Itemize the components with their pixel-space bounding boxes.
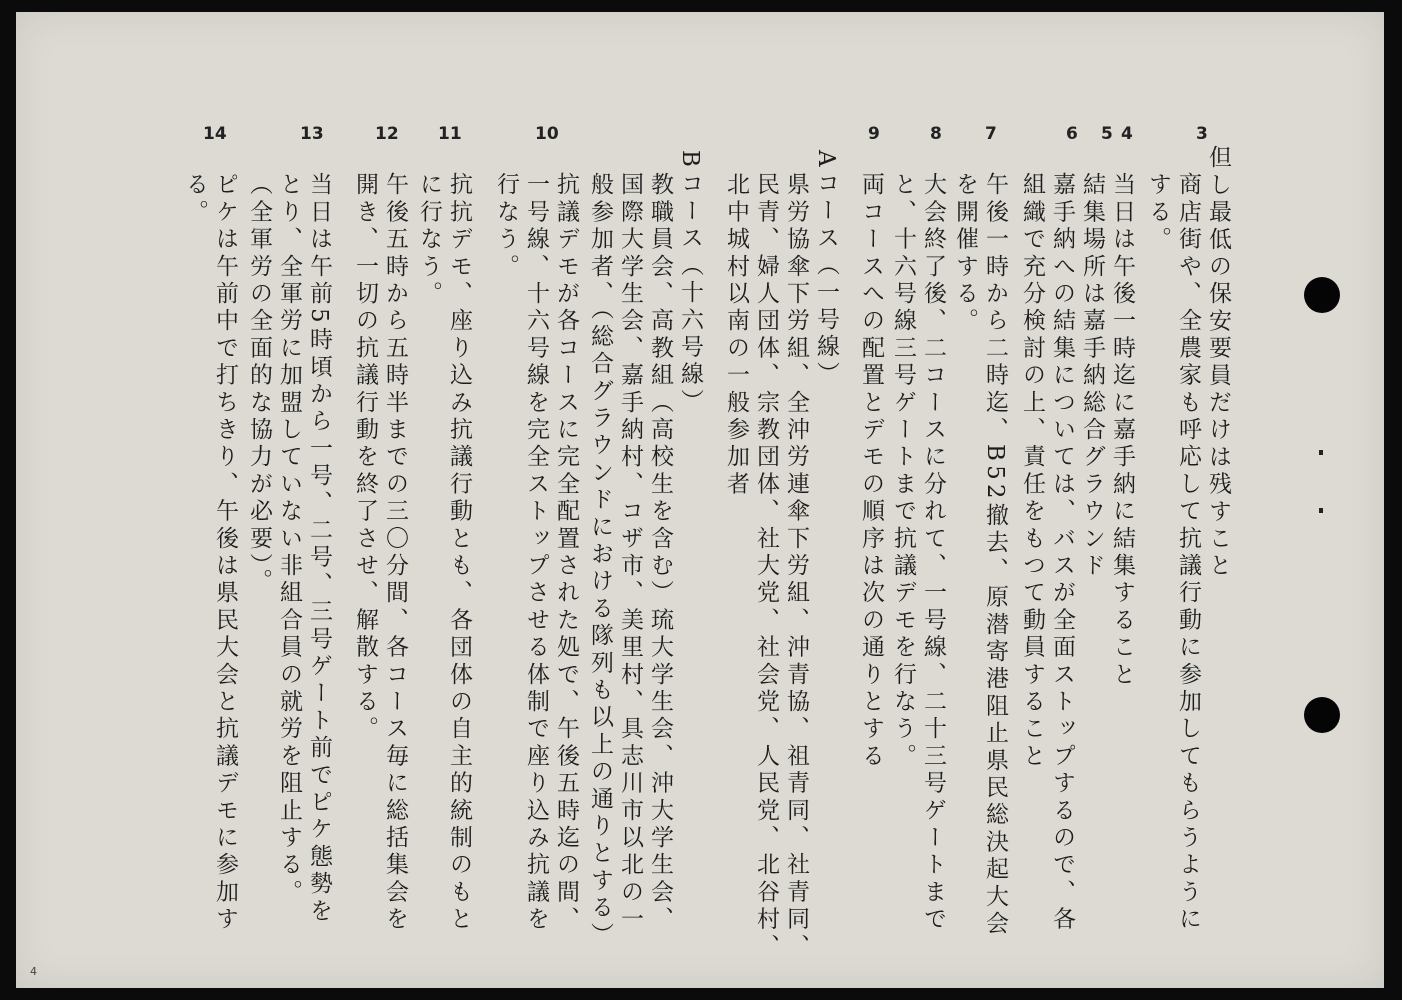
text-column: に行なう。 xyxy=(416,172,442,308)
item-number: 10 xyxy=(535,124,559,144)
item-number: 8 xyxy=(930,124,942,144)
item-number: 13 xyxy=(300,124,324,144)
text-column: 北中城村以南の一般参加者 xyxy=(723,172,749,499)
text-column: 県労協傘下労組、全沖労連傘下労組、沖青協、祖青同、社青同、 xyxy=(783,172,809,961)
text-column: Aコース（一号線） xyxy=(813,150,839,389)
text-column: 民青、婦人団体、宗教団体、社大党、社会党、人民党、北谷村、 xyxy=(753,172,779,961)
item-number: 9 xyxy=(868,124,880,144)
text-column: 大会終了後、二コースに分れて、一号線、二十三号ゲートまで xyxy=(920,172,946,934)
text-column: 組織で充分検討の上、責任をもつて動員すること xyxy=(1019,172,1045,771)
item-number: 7 xyxy=(985,124,997,144)
item-number: 4 xyxy=(1121,124,1133,144)
document-page xyxy=(16,12,1384,988)
punch-hole xyxy=(1304,697,1340,733)
item-number: 3 xyxy=(1196,124,1208,144)
text-column: 商店街や、全農家も呼応して抗議行動に参加してもらうように xyxy=(1175,172,1201,934)
text-column: 般参加者、（総合グラウンドにおける隊列も以上の通りとする） xyxy=(587,172,613,950)
text-column: とり、全軍労に加盟していない非組合員の就労を阻止する。 xyxy=(276,172,302,907)
text-column: 午後一時から二時迄、B52撤去、原潜寄港阻止県民総決起大会 xyxy=(982,172,1008,938)
text-column: （全軍労の全面的な協力が必要）。 xyxy=(246,172,272,596)
speck-mark xyxy=(1319,450,1323,455)
item-number: 6 xyxy=(1066,124,1078,144)
text-column: る。 xyxy=(182,172,208,227)
speck-mark xyxy=(1319,508,1323,513)
text-column: する。 xyxy=(1145,172,1171,254)
text-column: 開き、一切の抗議行動を終了させ、解散する。 xyxy=(352,172,378,744)
text-column: 国際大学生会、嘉手納村、コザ市、美里村、具志川市以北の一 xyxy=(617,172,643,934)
text-column: 午後五時から五時半までの三〇分間、各コース毎に総括集会を xyxy=(382,172,408,934)
text-column: 抗議デモが各コースに完全配置された処で、午後五時迄の間、 xyxy=(553,172,579,934)
text-column: 教職員会、高教組（高校生を含む）琉大学生会、沖大学生会、 xyxy=(647,172,673,934)
punch-hole xyxy=(1304,277,1340,313)
text-column: 一号線、十六号線を完全ストップさせる体制で座り込み抗議を xyxy=(523,172,549,934)
item-number: 12 xyxy=(375,124,399,144)
text-column: 行なう。 xyxy=(493,172,519,281)
text-column: 当日は午後一時迄に嘉手納に結集すること xyxy=(1109,172,1135,689)
text-column: 抗抗デモ、座り込み抗議行動とも、各団体の自主的統制のもと xyxy=(446,172,472,934)
item-number: 11 xyxy=(438,124,462,144)
text-column: ピケは午前中で打ちきり、午後は県民大会と抗議デモに参加す xyxy=(212,172,238,934)
item-number: 14 xyxy=(203,124,227,144)
text-column: 結集場所は嘉手納総合グラウンド xyxy=(1079,172,1105,580)
item-number: 5 xyxy=(1101,124,1113,144)
text-column: Bコース（十六号線） xyxy=(677,150,703,416)
text-column: と、十六号線三号ゲートまで抗議デモを行なう。 xyxy=(890,172,916,771)
text-column: 嘉手納への結集については、バスが全面ストップするので、各 xyxy=(1049,172,1075,934)
text-column: を開催する。 xyxy=(952,172,978,336)
corner-mark: 4 xyxy=(30,965,37,978)
text-column: 両コースへの配置とデモの順序は次の通りとする xyxy=(858,172,884,771)
text-column: 但し最低の保安要員だけは残すこと xyxy=(1205,145,1231,581)
text-column: 当日は午前5時頃から一号、二号、三号ゲート前でピケ態勢を xyxy=(306,172,332,926)
